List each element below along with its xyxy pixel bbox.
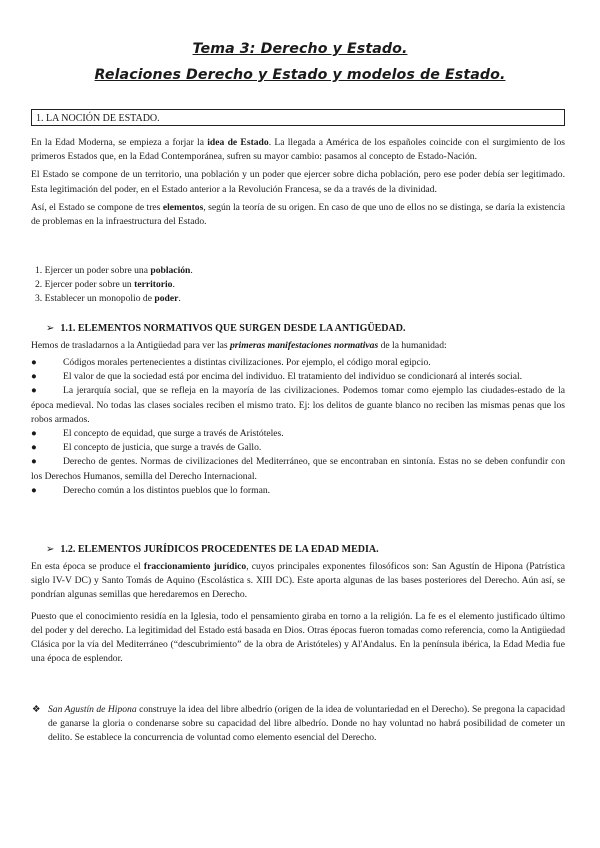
bullet-icon: ●	[31, 456, 37, 468]
list-item: ● El concepto de equidad, que surge a través de Aristóteles.	[31, 427, 565, 441]
paragraph-5: En esta época se produce el fraccionamiento jurídico, cuyos principales exponentes filosóficos son: San Agustín de Hipona (Patrística siglo IV-V DC) y Santo Tomás de Aquino (Escolástica s. XIII DC). Este aporta algunas de las bases posteriores del Derecho. Aún así, se pondrían algunas semillas que heredaremos en Derecho.	[31, 561, 565, 601]
list-item: 1. Ejercer un poder sobre una población.	[35, 265, 193, 276]
paragraph-2: El Estado se compone de un territorio, una población y un poder que ejercer sobre dicha población, pero ese poder debía ser legitimado. Esta legitimación del poder, en el Estado anterior a la Revolución Francesa, se da a través de la divinidad.	[31, 169, 565, 195]
list-item: 3. Establecer un monopolio de poder.	[35, 293, 181, 304]
edad-media-paragraphs	[31, 560, 565, 666]
section-box-heading: 1. LA NOCIÓN DE ESTADO.	[31, 109, 565, 126]
bullet-list-1	[31, 356, 565, 498]
list-item: ● La jerarquía social, que se refleja en la mayoría de las civilizaciones. Podemos tomar como ejemplo las ciudades-estado de la época medieval. No todas las clases sociales reciben el mismo trato. Ej: los delitos de guante blanco no reciben las mismas penas que los robos armados.	[31, 385, 565, 425]
arrow-icon: ➢	[46, 544, 55, 555]
paragraph-4: Hemos de trasladarnos a la Antigüedad para ver las primeras manifestaciones normativas de la humanidad:	[31, 340, 447, 351]
bullet-icon: ●	[31, 357, 37, 368]
bullet-icon: ●	[31, 428, 37, 440]
bullet-icon: ●	[31, 385, 37, 397]
list-item: ● Derecho común a los distintos pueblos que lo forman.	[31, 484, 565, 498]
diamond-bullet-icon: ❖	[32, 704, 41, 715]
section-heading-1-1: ➢ 1.1. ELEMENTOS NORMATIVOS QUE SURGEN DESDE LA ANTIGÜEDAD.	[46, 323, 406, 334]
paragraph-1: En la Edad Moderna, se empieza a forjar la idea de Estado. La llegada a América de los españoles coincide con el surgimiento de los primeros Estados que, en la Edad Contemporánea, sufren su mayor cambio: pasamos al concepto de Estado-Nación.	[31, 137, 565, 163]
list-item: ● El concepto de justicia, que surge a través de Gallo.	[31, 441, 565, 455]
section-heading-1-2: ➢ 1.2. ELEMENTOS JURÍDICOS PROCEDENTES DE LA EDAD MEDIA.	[46, 544, 379, 555]
paragraph-3: Así, el Estado se compone de tres elementos, según la teoría de su origen. En caso de que uno de ellos no se distinga, se daría la existencia de problemas en la infraestructura del Estado.	[31, 201, 565, 228]
agustin-paragraph: ❖ San Agustín de Hipona construye la idea del libre albedrío (origen de la idea de voluntariedad en el Derecho). Se pregona la capacidad de ganarse la gloria o condenarse sobre su capacidad del libre albedrío. Donde no hay voluntad no habrá posibilidad de cometer un delito. Se establece la concurrencia de voluntad como elemento esencial del Derecho.	[32, 704, 565, 744]
arrow-icon: ➢	[46, 323, 55, 334]
list-item: ● Códigos morales pertenecientes a distintas civilizaciones. Por ejemplo, el código moral egipcio.	[31, 356, 565, 370]
paragraph-6: Puesto que el conocimiento residía en la Iglesia, todo el pensamiento giraba en torno a la religión. La fe es el elemento justificado último del poder y del derecho. La legitimidad del Estado está basada en Dios. Otras épocas fueron tomadas como referencia, como la Antigüedad Clásica por la vía del Mediterráneo (“descubrimiento” de la obra de Aristóteles) y Al'Andalus. En la península ibérica, la Edad Media fue una época de esplendor.	[31, 610, 565, 665]
title-line-1: Tema 3: Derecho y Estado.	[192, 41, 408, 57]
list-item: 2. Ejercer poder sobre un territorio.	[35, 279, 175, 290]
bullet-icon: ●	[31, 484, 37, 496]
title-line-2: Relaciones Derecho y Estado y modelos de Estado.	[94, 67, 506, 83]
bullet-icon: ●	[31, 442, 37, 454]
list-item: ● Derecho de gentes. Normas de civilizaciones del Mediterráneo, que se encontraban en sintonía. Estas no se deben confundir con los Derechos Humanos, semilla del Derecho Internacional.	[31, 456, 565, 482]
intro-paragraphs	[31, 136, 565, 229]
numbered-list	[35, 264, 193, 306]
document-title	[0, 36, 600, 88]
list-item: ● El valor de que la sociedad está por encima del individuo. El tratamiento del individuo se condicionará al interés social.	[31, 370, 565, 384]
bullet-icon: ●	[31, 371, 37, 383]
